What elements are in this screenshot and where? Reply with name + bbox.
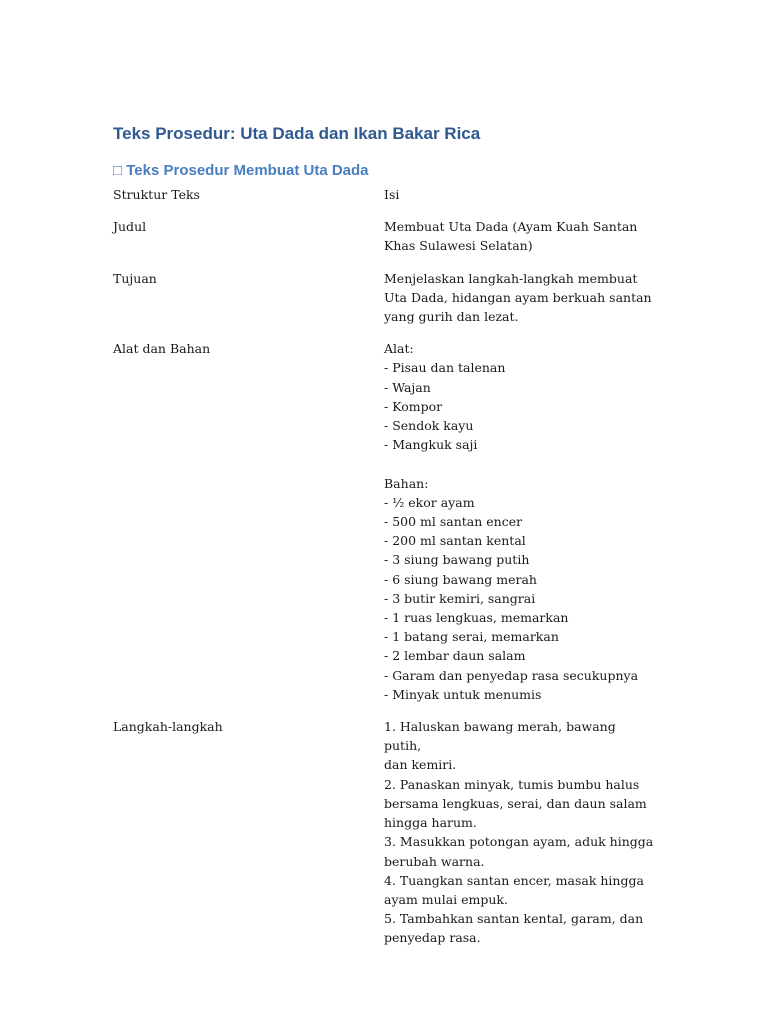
row-label: Judul xyxy=(113,219,147,235)
row-label: Alat dan Bahan xyxy=(113,341,211,357)
row-value: Membuat Uta Dada (Ayam Kuah Santan Khas Sulawesi Selatan) xyxy=(384,219,638,254)
table-row-langkah-langkah xyxy=(113,717,673,947)
header-struktur-teks: Struktur Teks xyxy=(113,187,200,202)
table-row-judul xyxy=(113,217,673,255)
row-label: Tujuan xyxy=(113,270,157,286)
row-value: 1. Haluskan bawang merah, bawang putih, dan kemiri. 2. Panaskan minyak, tumis bumbu halus bersama lengkuas, serai, dan daun salam hingga harum. 3. Masukkan potongan ayam, aduk hingga berubah warna. 4. Tuangkan santan encer, masak hingga ayam mulai empuk. 5. Tambahkan santan kental, garam, dan penyedap rasa. xyxy=(384,719,654,946)
procedure-structure-table xyxy=(113,185,673,961)
table-row-alat-dan-bahan xyxy=(113,339,673,704)
document-title: Teks Prosedur: Uta Dada dan Ikan Bakar Rica xyxy=(113,124,481,143)
row-label: Langkah-langkah xyxy=(113,719,223,735)
header-isi: Isi xyxy=(384,187,400,202)
row-value: Alat: - Pisau dan talenan - Wajan - Kompor - Sendok kayu - Mangkuk saji Bahan: - ½ ekor ayam - 500 ml santan encer - 200 ml santan kental - 3 siung bawang putih - 6 siung bawang merah - 3 butir kemiri, sangrai - 1 ruas lengkuas, memarkan - 1 batang serai, memarkan - 2 lembar daun salam - Garam dan penyedap rasa secukupnya - Minyak untuk menumis xyxy=(384,341,639,702)
row-value: Menjelaskan langkah-langkah membuat Uta Dada, hidangan ayam berkuah santan yang gurih dan lezat. xyxy=(384,270,652,325)
table-header-row xyxy=(113,185,673,204)
table-row-tujuan xyxy=(113,269,673,327)
section-heading: □ Teks Prosedur Membuat Uta Dada xyxy=(113,162,369,179)
